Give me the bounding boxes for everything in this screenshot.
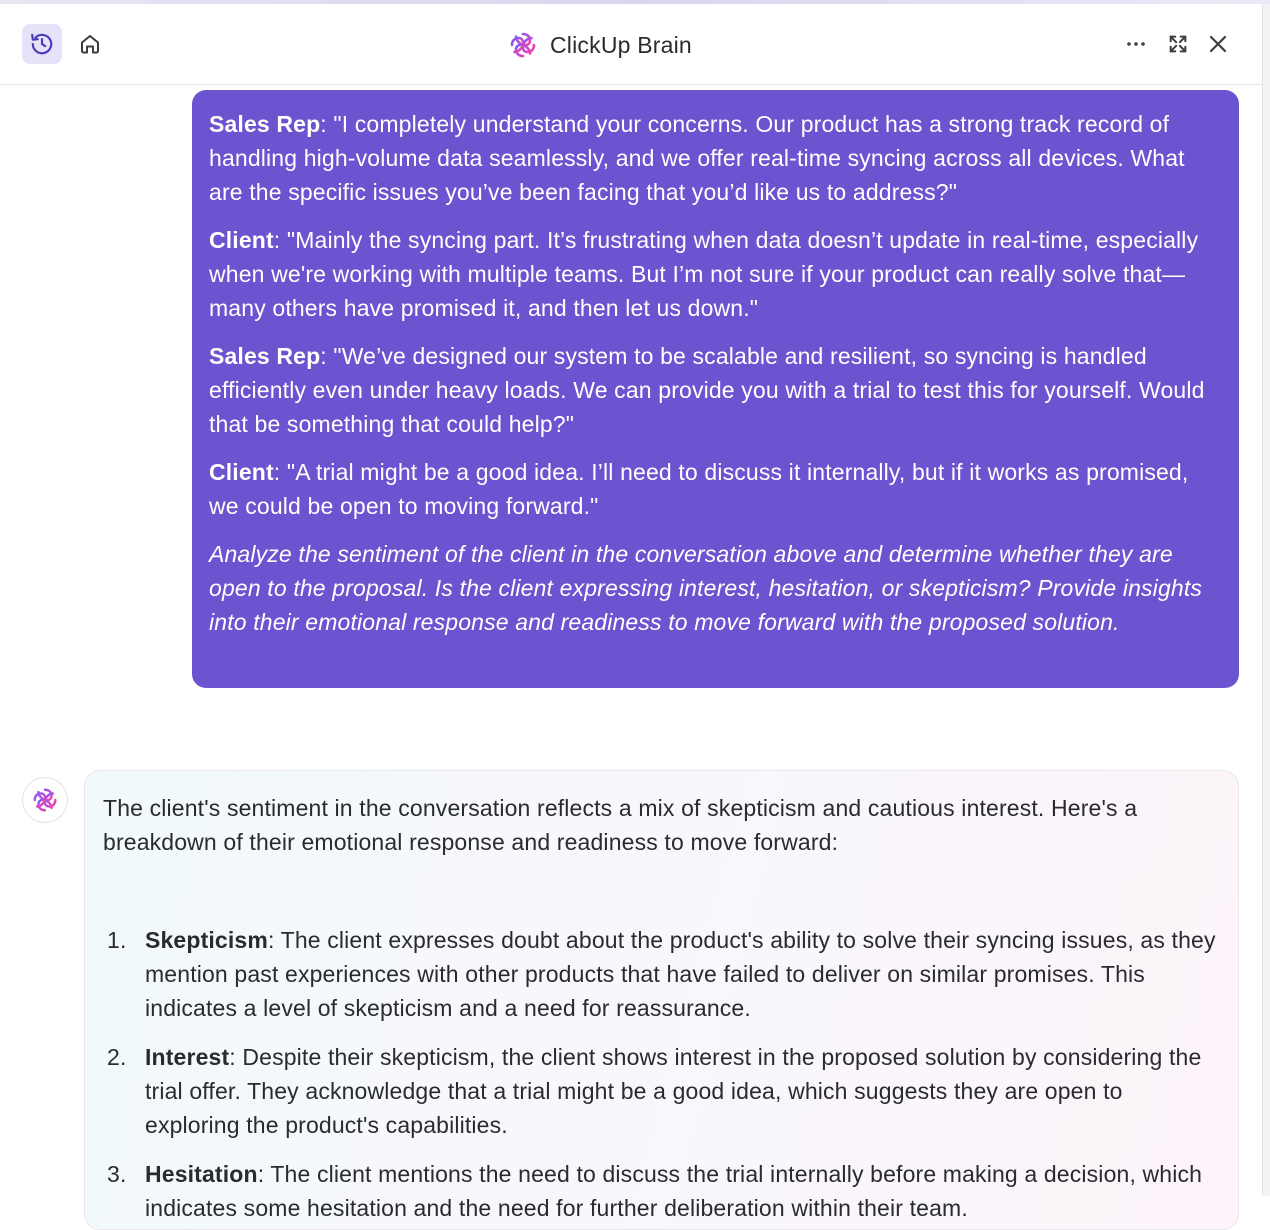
expand-button[interactable]	[1158, 24, 1198, 64]
list-number: 3.	[107, 1161, 127, 1187]
ai-response-card	[84, 770, 1239, 1230]
expand-icon	[1167, 33, 1189, 55]
close-button[interactable]	[1198, 24, 1238, 64]
brain-avatar	[22, 777, 68, 823]
list-item	[103, 923, 1220, 1025]
speaker-text: : "A trial might be a good idea. I’ll need to discuss it internally, but if it works as promised, we could be open to moving forward."	[209, 459, 1189, 519]
speaker-text: : "Mainly the syncing part. It’s frustrating when data doesn’t update in real-time, especially when we're working with multiple teams. But I’m not sure if your product can really solve that—many others have promised it, and then let us down."	[209, 227, 1199, 321]
list-text: : The client expresses doubt about the product's ability to solve their syncing issues, as they mention past experiences with other products that have failed to deliver on similar promises. This indicates a level of skepticism and a need for reassurance.	[145, 927, 1216, 1021]
list-text: : Despite their skepticism, the client shows interest in the proposed solution by considering the trial offer. They acknowledge that a trial might be a good idea, which suggests they are open to exploring the product's capabilities.	[145, 1044, 1202, 1138]
scrollbar-track[interactable]	[1262, 4, 1270, 1196]
close-icon	[1206, 32, 1230, 56]
speaker-label: Client	[209, 459, 274, 485]
list-term: Skepticism	[145, 927, 268, 953]
history-icon	[29, 31, 55, 57]
response-intro: The client's sentiment in the conversation reflects a mix of skepticism and cautious interest. Here's a breakdown of their emotional response and readiness to move forward:	[103, 795, 1138, 855]
panel-title	[508, 30, 692, 60]
conversation-line	[209, 455, 1221, 523]
panel-title-text: ClickUp Brain	[550, 31, 692, 58]
speaker-label: Sales Rep	[209, 111, 321, 137]
user-message-bubble	[192, 90, 1239, 688]
list-term: Hesitation	[145, 1161, 258, 1187]
more-options-button[interactable]	[1116, 24, 1156, 64]
history-button[interactable]	[22, 24, 62, 64]
list-term: Interest	[145, 1044, 230, 1070]
speaker-text: : "We’ve designed our system to be scalable and resilient, so syncing is handled efficiently even under heavy loads. We can provide you with a trial to test this for yourself. Would that be something that could help?"	[209, 343, 1205, 437]
clickup-brain-logo-icon	[31, 786, 59, 814]
home-button[interactable]	[70, 24, 110, 64]
response-list	[103, 923, 1220, 1225]
clickup-brain-logo-icon	[508, 30, 538, 60]
conversation-line	[209, 223, 1221, 325]
list-item	[103, 1040, 1220, 1142]
list-number: 2.	[107, 1044, 127, 1070]
panel-header	[0, 4, 1262, 85]
list-item	[103, 1157, 1220, 1225]
analysis-prompt: Analyze the sentiment of the client in the conversation above and determine whether they are open to the proposal. Is the client expressing interest, hesitation, or skepticism? Provide insights into their emotional response and readiness to move forward with the proposed solution.	[209, 541, 1203, 635]
more-horizontal-icon	[1124, 32, 1148, 56]
speaker-label: Sales Rep	[209, 343, 321, 369]
list-number: 1.	[107, 927, 127, 953]
conversation-line	[209, 107, 1221, 209]
speaker-text: : "I completely understand your concerns. Our product has a strong track record of handling high-volume data seamlessly, and we offer real-time syncing across all devices. What are the specific issues you’ve been facing that you’d like us to address?"	[209, 111, 1185, 205]
conversation-line	[209, 339, 1221, 441]
home-icon	[78, 32, 102, 56]
speaker-label: Client	[209, 227, 274, 253]
list-text: : The client mentions the need to discuss the trial internally before making a decision, which indicates some hesitation and the need for further deliberation within their team.	[145, 1161, 1203, 1221]
